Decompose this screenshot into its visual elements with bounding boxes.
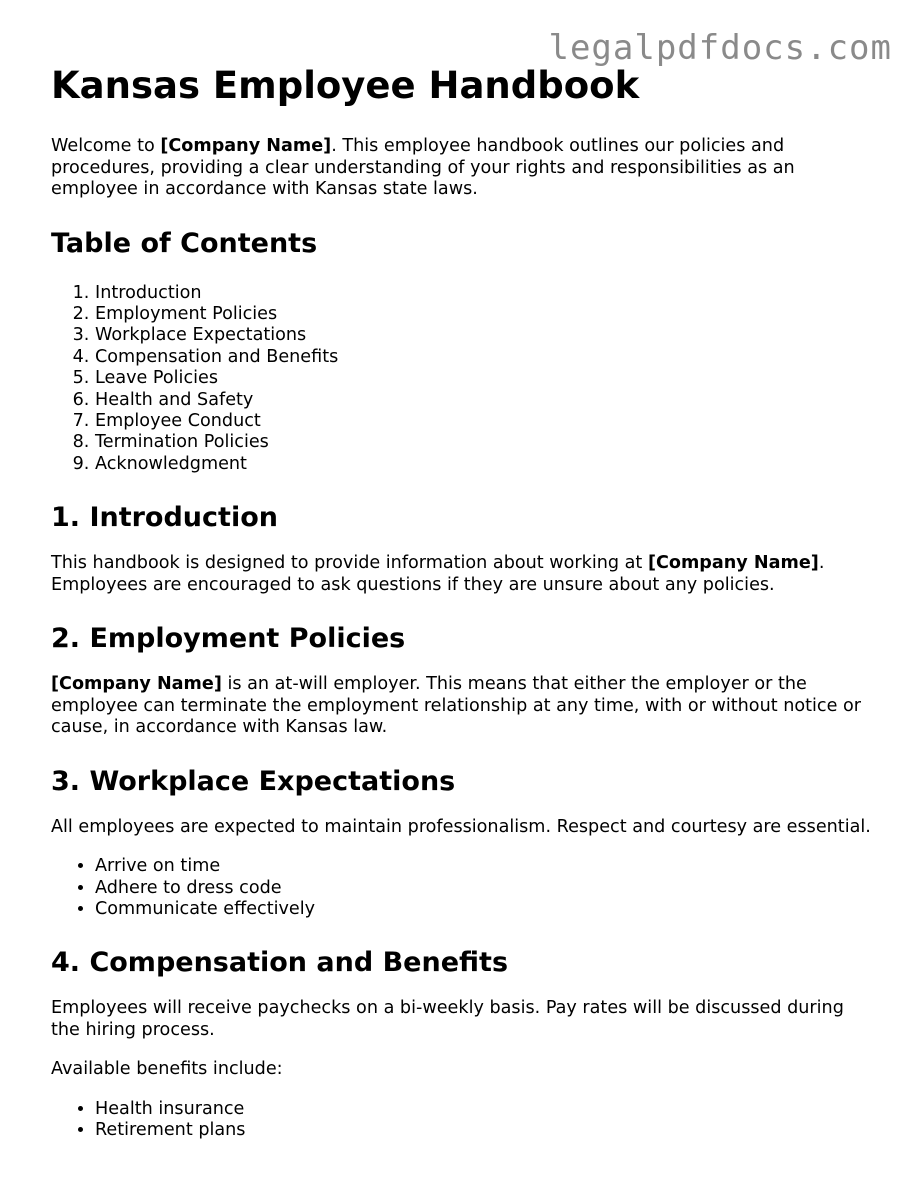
intro-paragraph [51, 136, 871, 201]
benefits-list [51, 1099, 871, 1142]
company-name-placeholder: [Company Name] [160, 136, 332, 156]
section-1-suffix: . Employees are encouraged to ask questions if they are unsure about any policies. [51, 553, 825, 595]
intro-suffix: . This employee handbook outlines our policies and procedures, providing a clear understanding of your rights and responsibilities as an employee in accordance with Kansas state laws. [51, 136, 795, 199]
benefits-intro: Available benefits include: [51, 1059, 283, 1080]
section-2-heading: 2. Employment Policies [51, 623, 406, 655]
list-item: • Communicate effectively [95, 899, 871, 920]
company-name-placeholder: [Company Name] [647, 553, 819, 574]
intro-prefix: Welcome to [51, 136, 161, 156]
section-3-paragraph: All employees are expected to maintain professionalism. Respect and courtesy are essential. [51, 816, 871, 837]
toc-item: 1. Introduction [95, 283, 871, 304]
section-4-paragraph: Employees will receive paychecks on a bi-weekly basis. Pay rates will be discussed during the hiring process. [51, 998, 844, 1040]
list-item: • Health insurance [95, 1099, 871, 1120]
watermark-text: legalpdfdocs.com [548, 28, 892, 68]
company-name-placeholder: [Company Name] [51, 674, 222, 695]
section-4-heading: 4. Compensation and Benefits [51, 947, 509, 979]
section-1-heading: 1. Introduction [51, 502, 278, 534]
section-2-text: is an at-will employer. This means that either the employer or the employee can terminate the employment relationship at any time, with or without notice or cause, in accordance with Kansas law. [51, 674, 861, 738]
section-1-paragraph [51, 553, 871, 596]
section-1-prefix: This handbook is designed to provide information about working at [51, 553, 648, 574]
toc-item: 3. Workplace Expectations [95, 325, 871, 346]
toc-heading: Table of Contents [51, 227, 318, 259]
toc-item: 2. Employment Policies [95, 304, 871, 325]
section-2-paragraph [51, 674, 871, 739]
document-title: Kansas Employee Handbook [51, 64, 640, 107]
toc-item: 5. Leave Policies [95, 368, 871, 389]
toc-item: 4. Compensation and Benefits [95, 347, 871, 368]
section-3-list [51, 856, 871, 920]
list-item: • Arrive on time [95, 856, 871, 877]
toc-item: 7. Employee Conduct [95, 411, 871, 432]
list-item: • Retirement plans [95, 1120, 871, 1141]
list-item: • Adhere to dress code [95, 878, 871, 899]
toc-item: 9. Acknowledgment [95, 454, 871, 475]
toc-item: 6. Health and Safety [95, 390, 871, 411]
section-3-heading: 3. Workplace Expectations [51, 765, 456, 797]
document-page [51, 62, 871, 1160]
toc-list [51, 283, 871, 476]
toc-item: 8. Termination Policies [95, 432, 871, 453]
